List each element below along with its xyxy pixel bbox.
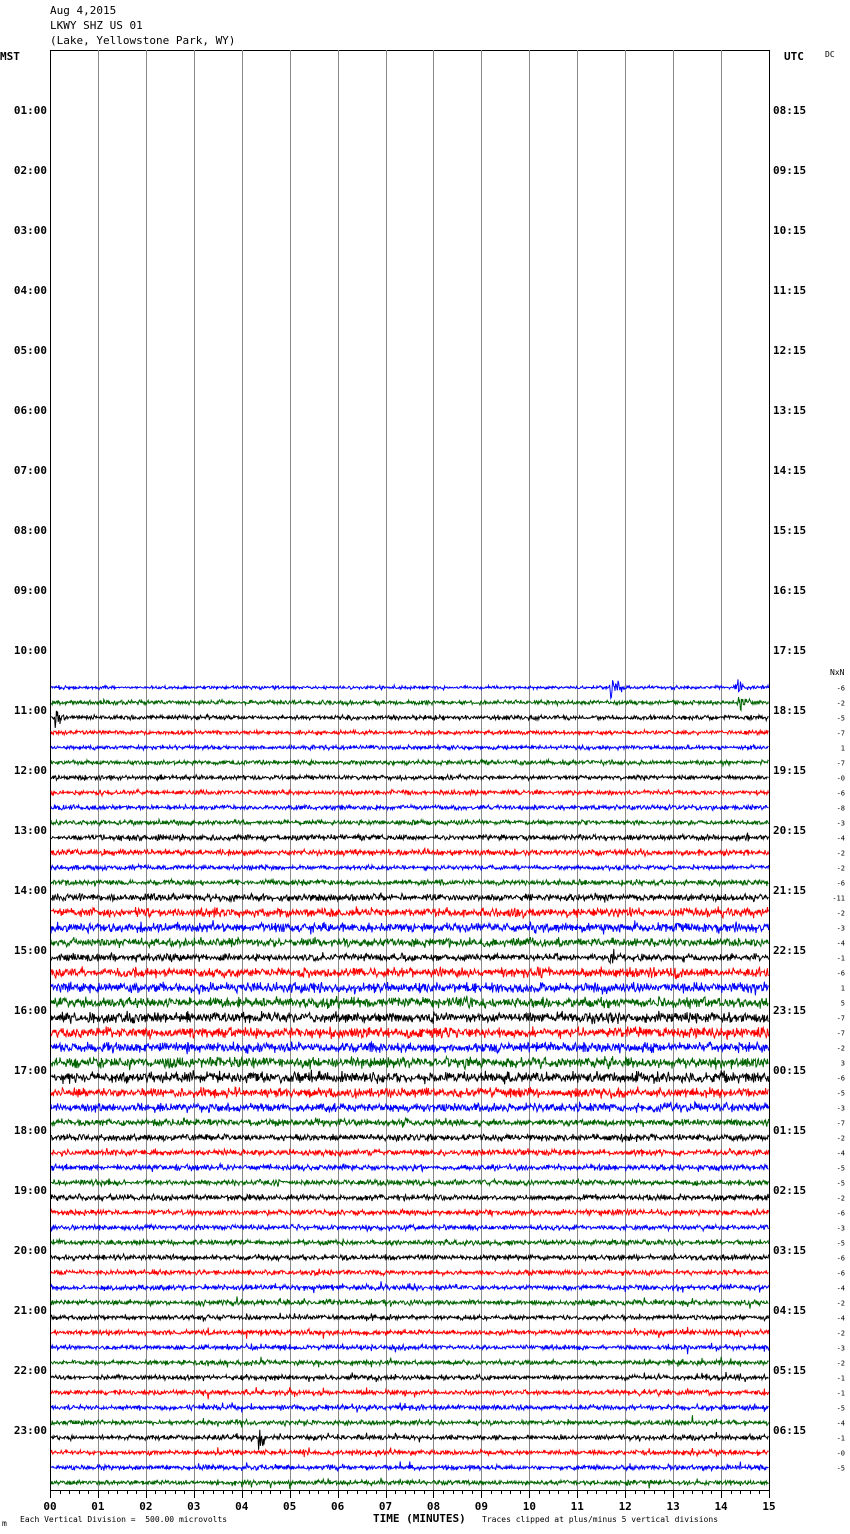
right-hour-label: 22:15 [773, 944, 807, 957]
right-hour-label: 16:15 [773, 584, 807, 597]
trace-row-61 [51, 966, 769, 979]
trace-row-63 [51, 996, 769, 1009]
trace-row-93 [51, 1447, 769, 1457]
row-offset-label: -2 [836, 699, 845, 708]
trace-row-84 [51, 1313, 769, 1322]
row-offset-label: -2 [836, 1044, 845, 1053]
row-offset-label: -6 [836, 1209, 845, 1218]
trace-row-52 [51, 833, 769, 841]
right-hour-label: 13:15 [773, 404, 807, 417]
right-hour-label: 10:15 [773, 224, 807, 237]
x-tick-label: 00 [43, 1500, 57, 1513]
row-offset-label: -7 [836, 729, 845, 738]
right-hour-label: 05:15 [773, 1364, 807, 1377]
row-offset-label: -2 [836, 1299, 845, 1308]
x-tick-label: 15 [762, 1500, 776, 1513]
trace-row-64 [51, 1011, 769, 1024]
right-hour-label: 21:15 [773, 884, 807, 897]
row-offset-label: 3 [840, 1059, 845, 1068]
row-offset-label: -4 [836, 1419, 845, 1428]
row-offset-label: -5 [836, 1404, 845, 1413]
trace-row-56 [51, 893, 769, 903]
trace-row-78 [51, 1224, 769, 1231]
minute-grid [99, 50, 722, 1490]
dc-label: DC [825, 50, 835, 59]
trace-row-67 [51, 1056, 769, 1070]
left-hour-label: 10:00 [13, 644, 47, 657]
x-tick-label: 03 [187, 1500, 201, 1513]
right-hour-label: 03:15 [773, 1244, 807, 1257]
trace-row-54 [51, 864, 769, 871]
trace-row-47 [51, 759, 769, 765]
trace-row-70 [51, 1102, 769, 1113]
corner-mark: m [2, 1519, 7, 1528]
left-hour-label: 23:00 [13, 1424, 47, 1437]
trace-row-90 [51, 1403, 769, 1413]
right-hour-label: 04:15 [773, 1304, 807, 1317]
row-offset-label: -1 [836, 1434, 845, 1443]
trace-group [51, 679, 769, 1488]
trace-row-79 [51, 1239, 769, 1246]
row-offset-label: -5 [836, 1089, 845, 1098]
row-offset-label: -3 [836, 1104, 845, 1113]
row-offset-label: 1 [840, 984, 845, 993]
x-tick-label: 02 [139, 1500, 153, 1513]
x-tick-label: 10 [522, 1500, 536, 1513]
trace-row-74 [51, 1163, 769, 1172]
trace-row-82 [51, 1281, 769, 1293]
row-offset-label: -7 [836, 1119, 845, 1128]
trace-row-60 [51, 949, 769, 963]
x-tick-label: 12 [618, 1500, 632, 1513]
left-hour-label: 15:00 [13, 944, 47, 957]
row-offset-label: -6 [836, 1269, 845, 1278]
trace-row-58 [51, 920, 769, 934]
trace-row-87 [51, 1357, 769, 1368]
right-hour-label: 08:15 [773, 104, 807, 117]
left-hour-label: 06:00 [13, 404, 47, 417]
row-offset-label: -5 [836, 1464, 845, 1473]
trace-row-62 [51, 982, 769, 996]
left-hour-label: 22:00 [13, 1364, 47, 1377]
trace-row-42 [51, 679, 769, 698]
trace-row-80 [51, 1254, 769, 1261]
left-hour-label: 16:00 [13, 1004, 47, 1017]
trace-row-71 [51, 1118, 769, 1128]
trace-row-73 [51, 1148, 769, 1156]
left-timezone: MST [0, 50, 20, 63]
x-tick-label: 06 [330, 1500, 345, 1513]
row-offset-label: -8 [836, 804, 845, 813]
right-hour-label: 20:15 [773, 824, 807, 837]
right-hour-label: 12:15 [773, 344, 807, 357]
trace-row-77 [51, 1208, 769, 1216]
hour-labels [14, 104, 806, 1437]
right-hour-label: 19:15 [773, 764, 807, 777]
right-hour-label: 11:15 [773, 284, 807, 297]
right-hour-label: 23:15 [773, 1004, 807, 1017]
right-hour-label: 15:15 [773, 524, 807, 537]
row-offset-label: -7 [836, 1029, 845, 1038]
right-hour-label: 06:15 [773, 1424, 807, 1437]
trace-row-86 [51, 1343, 769, 1354]
row-offset-label: -2 [836, 864, 845, 873]
row-offset-label: -2 [836, 1359, 845, 1368]
trace-row-50 [51, 805, 769, 811]
trace-row-83 [51, 1296, 769, 1308]
x-tick-label: 05 [283, 1500, 297, 1513]
row-offset-label: -6 [836, 879, 845, 888]
nxn-label: NxN [830, 668, 845, 677]
row-offset-label: -3 [836, 1224, 845, 1233]
row-offset-label: -5 [836, 714, 845, 723]
row-offset-label: -2 [836, 909, 845, 918]
trace-row-76 [51, 1194, 769, 1201]
row-offset-label: -2 [836, 849, 845, 858]
row-offset-label: -5 [836, 1164, 845, 1173]
trace-row-48 [51, 774, 769, 780]
row-offset-label: -4 [836, 1314, 845, 1323]
right-hour-label: 02:15 [773, 1184, 807, 1197]
trace-row-49 [51, 789, 769, 795]
right-hour-label: 18:15 [773, 704, 807, 717]
x-tick-label: 14 [714, 1500, 728, 1513]
right-hour-label: 00:15 [773, 1064, 807, 1077]
trace-row-94 [51, 1461, 769, 1471]
left-hour-label: 07:00 [13, 464, 47, 477]
row-offset-label: -6 [836, 1074, 845, 1083]
row-offset-label: -3 [836, 819, 845, 828]
left-hour-label: 21:00 [13, 1304, 47, 1317]
row-offset-label: -1 [836, 1374, 845, 1383]
trace-row-51 [51, 819, 769, 825]
right-timezone: UTC [784, 50, 804, 63]
row-offset-label: -4 [836, 1149, 845, 1158]
trace-row-72 [51, 1134, 769, 1143]
x-tick-label: 04 [235, 1500, 249, 1513]
left-hour-label: 14:00 [13, 884, 47, 897]
x-axis-title: TIME (MINUTES) [373, 1512, 466, 1525]
left-hour-label: 13:00 [13, 824, 47, 837]
left-hour-label: 02:00 [13, 164, 47, 177]
row-offset-label: -2 [836, 1134, 845, 1143]
trace-row-69 [51, 1086, 769, 1098]
row-offset-label: -6 [836, 684, 845, 693]
row-offset-label: -2 [836, 1329, 845, 1338]
trace-row-57 [51, 906, 769, 918]
left-hour-label: 18:00 [13, 1124, 47, 1137]
row-offset-label: -3 [836, 1344, 845, 1353]
row-offset-label: -6 [836, 1254, 845, 1263]
left-hour-label: 01:00 [13, 104, 47, 117]
row-offset-label: -3 [836, 924, 845, 933]
left-hour-label: 09:00 [13, 584, 47, 597]
left-hour-label: 12:00 [13, 764, 47, 777]
row-offset-label: -11 [832, 894, 845, 903]
trace-row-46 [51, 745, 769, 751]
x-tick-label: 08 [426, 1500, 441, 1513]
left-hour-label: 03:00 [13, 224, 47, 237]
left-hour-label: 08:00 [13, 524, 47, 537]
station-label: LKWY SHZ US 01 [50, 19, 143, 32]
x-tick-label: 09 [474, 1500, 489, 1513]
date-label: Aug 4,2015 [50, 4, 117, 17]
trace-row-65 [51, 1026, 769, 1039]
clipping-note: Traces clipped at plus/minus 5 vertical divisions [482, 1515, 719, 1524]
right-hour-label: 09:15 [773, 164, 807, 177]
trace-row-95 [51, 1478, 769, 1489]
trace-row-92 [51, 1430, 769, 1450]
right-hour-label: 14:15 [773, 464, 807, 477]
x-tick-label: 01 [91, 1500, 105, 1513]
right-hour-label: 17:15 [773, 644, 807, 657]
trace-row-66 [51, 1042, 769, 1055]
right-hour-label: 01:15 [773, 1124, 807, 1137]
left-hour-label: 20:00 [13, 1244, 47, 1257]
left-hour-label: 04:00 [13, 284, 47, 297]
left-hour-label: 19:00 [13, 1184, 47, 1197]
row-offset-label: -6 [836, 969, 845, 978]
row-offset-label: -4 [836, 834, 845, 843]
trace-row-91 [51, 1415, 769, 1427]
vertical-division-note: Each Vertical Division = 500.00 microvolts [20, 1515, 228, 1524]
row-offset-label: -4 [836, 1284, 845, 1293]
trace-row-44 [51, 711, 769, 728]
x-axis [43, 1490, 775, 1513]
row-offset-label: -0 [836, 774, 845, 783]
left-hour-label: 17:00 [13, 1064, 47, 1077]
trace-row-89 [51, 1387, 769, 1399]
row-offset-label: -1 [836, 954, 845, 963]
trace-row-53 [51, 848, 769, 856]
trace-row-59 [51, 937, 769, 948]
trace-row-43 [51, 697, 769, 710]
row-offset-labels [832, 685, 845, 1473]
row-offset-label: -4 [836, 939, 845, 948]
trace-row-88 [51, 1372, 769, 1382]
x-tick-label: 07 [378, 1500, 393, 1513]
row-offset-label: -1 [836, 1389, 845, 1398]
row-offset-label: -2 [836, 1194, 845, 1203]
row-offset-label: -5 [836, 1179, 845, 1188]
trace-row-75 [51, 1178, 769, 1186]
left-hour-label: 11:00 [13, 704, 47, 717]
trace-row-55 [51, 879, 769, 887]
trace-row-81 [51, 1269, 769, 1276]
trace-row-85 [51, 1327, 769, 1339]
location-label: (Lake, Yellowstone Park, WY) [50, 34, 236, 47]
left-hour-label: 05:00 [13, 344, 47, 357]
row-offset-label: -6 [836, 789, 845, 798]
x-tick-label: 13 [666, 1500, 680, 1513]
row-offset-label: 5 [840, 999, 845, 1008]
row-offset-label: -0 [836, 1449, 845, 1458]
row-offset-label: 1 [840, 744, 845, 753]
row-offset-label: -7 [836, 1014, 845, 1023]
trace-row-45 [51, 730, 769, 735]
trace-row-68 [51, 1070, 769, 1085]
x-tick-label: 11 [570, 1500, 584, 1513]
row-offset-label: -5 [836, 1239, 845, 1248]
row-offset-label: -7 [836, 759, 845, 768]
